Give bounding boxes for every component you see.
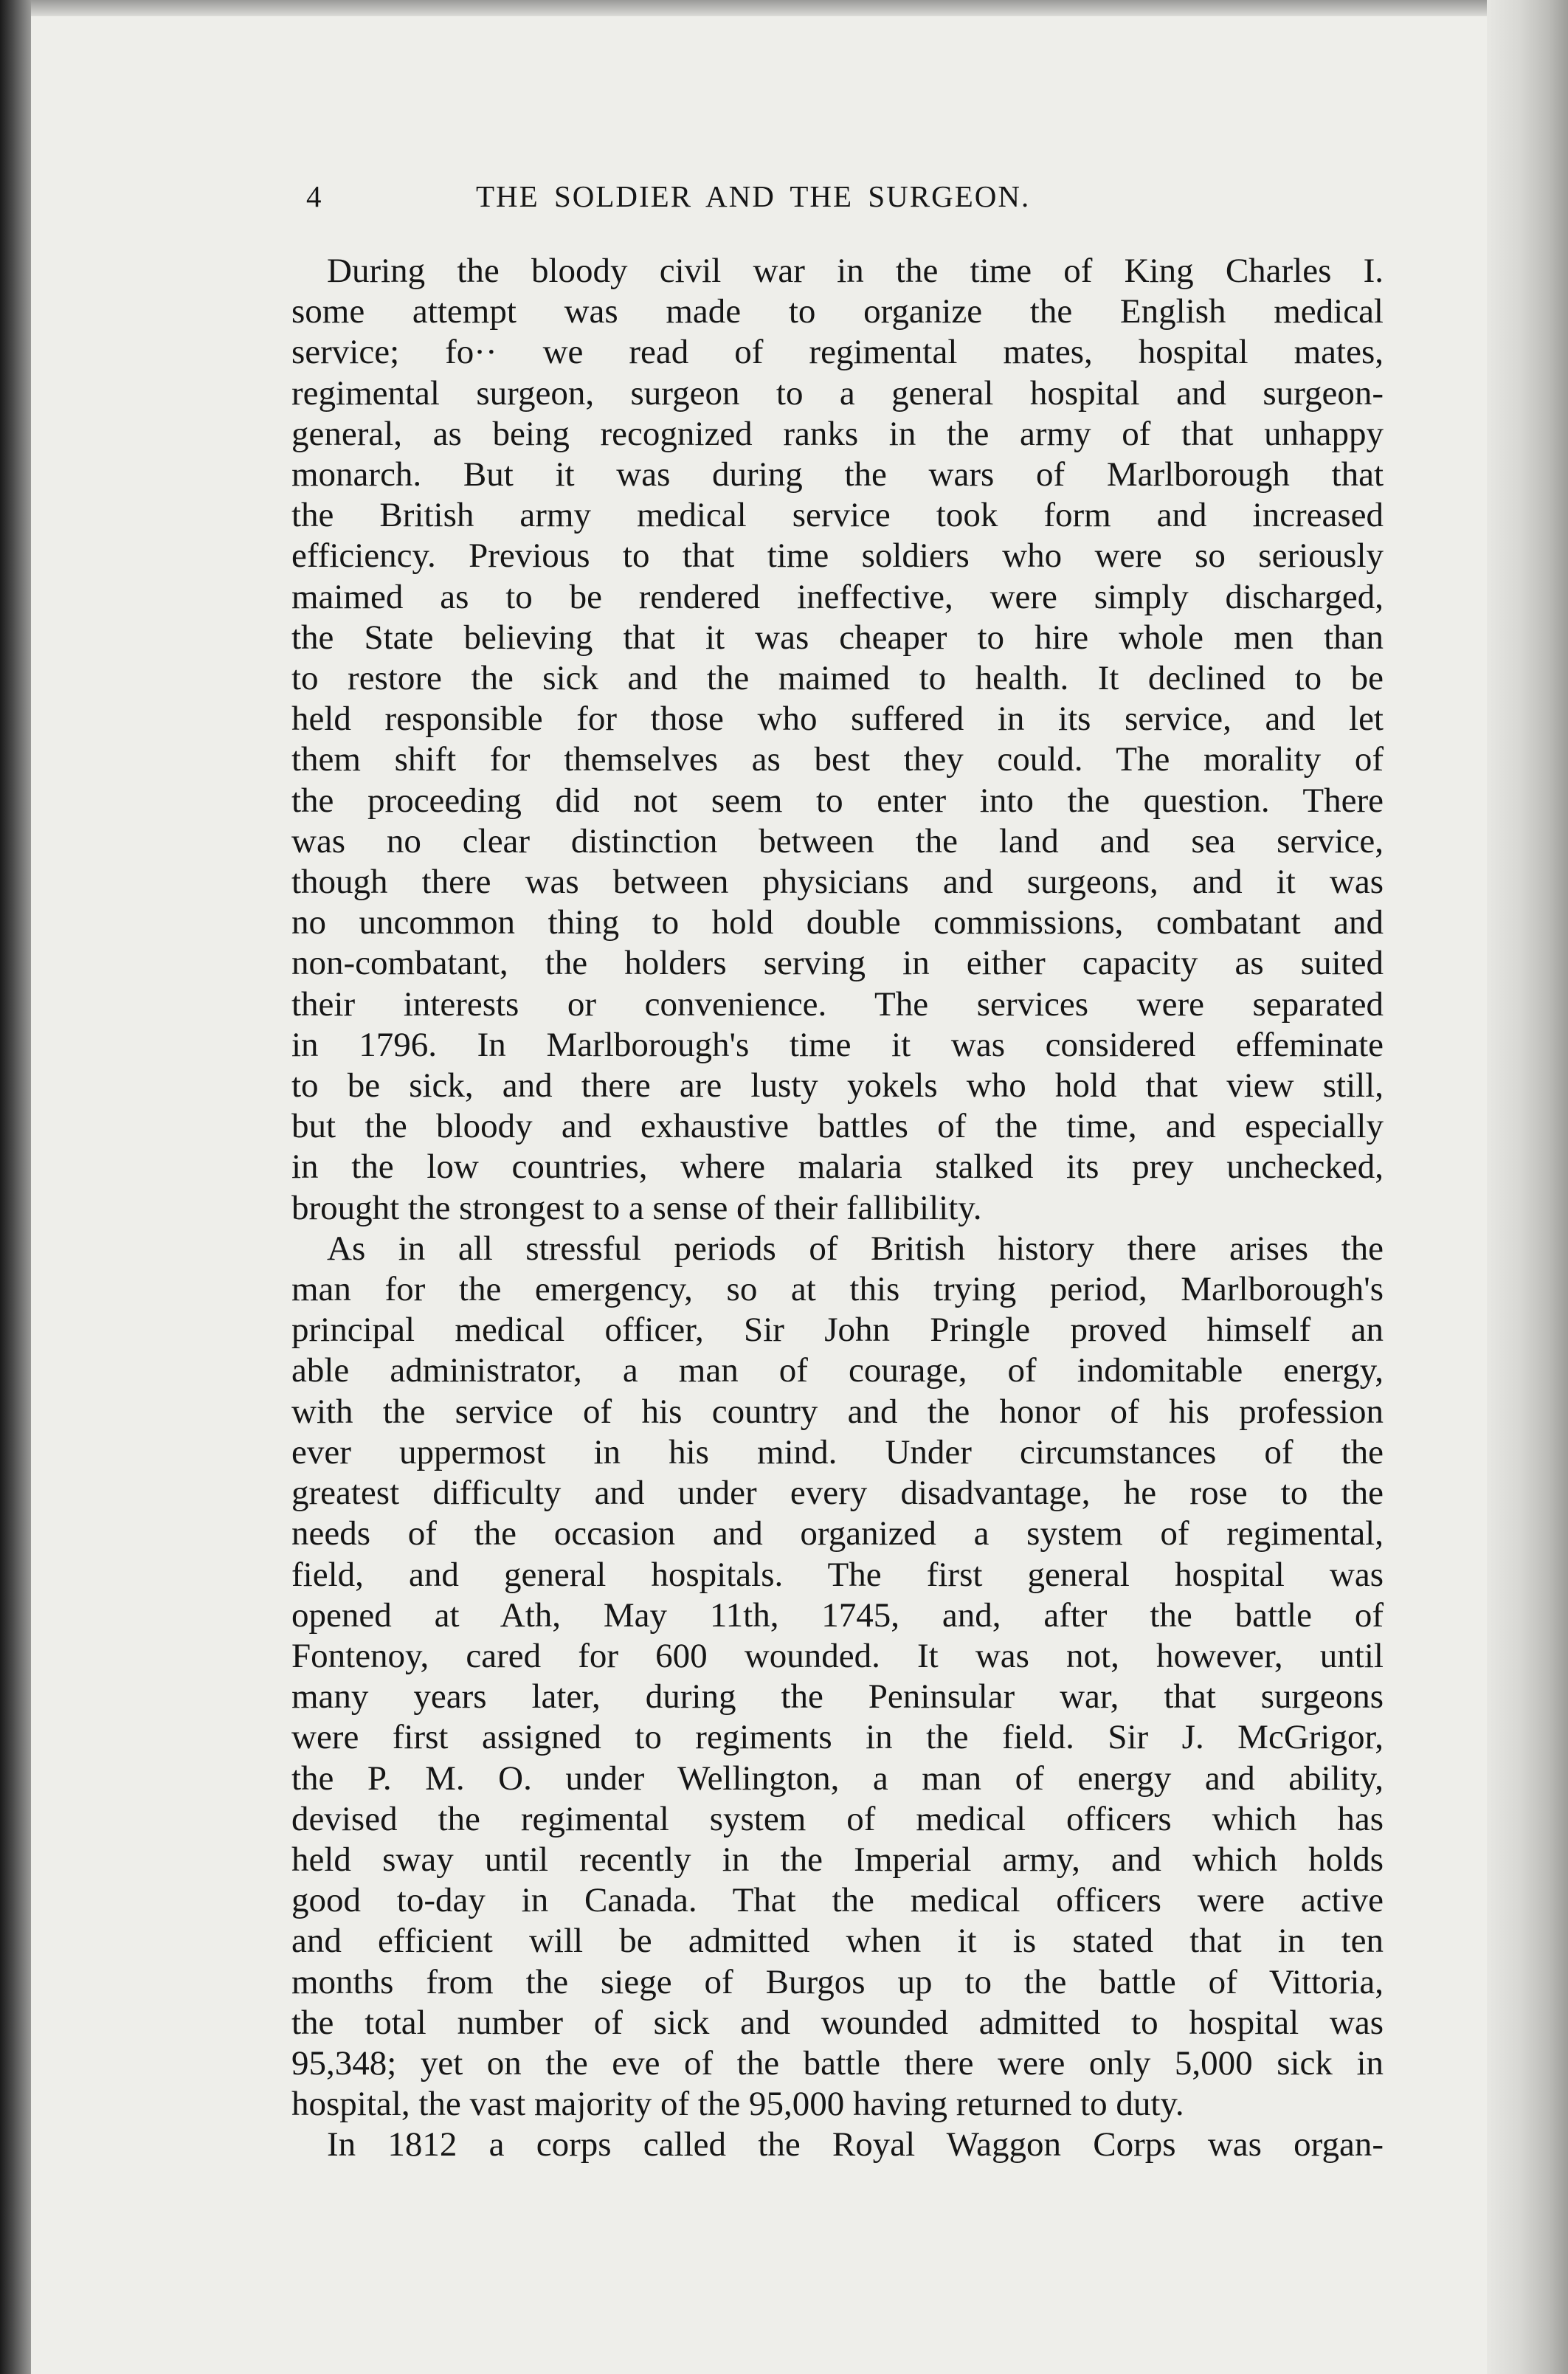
text-line: man for the emergency, so at this trying period, Marlborough's xyxy=(291,1270,1384,1309)
text-line: efficiency. Previous to that time soldiers who were so seriously xyxy=(291,536,1384,576)
page-content xyxy=(291,162,1384,2166)
text-line: held responsible for those who suffered in its service, and let xyxy=(291,700,1384,739)
text-line: principal medical officer, Sir John Pringle proved himself an xyxy=(291,1311,1384,1350)
text-line: months from the siege of Burgos up to the battle of Vittoria, xyxy=(291,1962,1384,2001)
text-line: and efficient will be admitted when it is stated that in ten xyxy=(291,1922,1384,1961)
text-line: In 1812 a corps called the Royal Waggon Corps was organ- xyxy=(327,2125,1384,2164)
scan-left-edge xyxy=(0,0,31,2374)
text-line: ever uppermost in his mind. Under circumstances of the xyxy=(291,1432,1384,1471)
text-line: the proceeding did not seem to enter into the question. There xyxy=(291,781,1384,820)
text-line: hospital, the vast majority of the 95,000 having returned to duty. xyxy=(291,2085,1184,2124)
text-line: greatest difficulty and under every disadvantage, he rose to the xyxy=(291,1474,1384,1513)
text-line: the total number of sick and wounded admitted to hospital was xyxy=(291,2003,1384,2042)
text-line: the P. M. O. under Wellington, a man of energy and ability, xyxy=(291,1759,1384,1798)
text-line: devised the regimental system of medical officers which has xyxy=(291,1799,1384,1838)
text-line: the State believing that it was cheaper to hire whole men than xyxy=(291,618,1384,657)
paragraph xyxy=(291,1229,1384,2125)
text-line: no uncommon thing to hold double commissions, combatant and xyxy=(291,903,1384,942)
text-line: many years later, during the Peninsular war, that surgeons xyxy=(291,1677,1384,1716)
paragraph xyxy=(291,2125,1384,2165)
text-line: Fontenoy, cared for 600 wounded. It was not, however, until xyxy=(291,1636,1384,1675)
body-text xyxy=(291,251,1384,2166)
text-line: brought the strongest to a sense of their fallibility. xyxy=(291,1188,982,1227)
text-line: but the bloody and exhaustive battles of the time, and especially xyxy=(291,1107,1384,1146)
text-line: them shift for themselves as best they could. The morality of xyxy=(291,740,1384,779)
text-line: good to-day in Canada. That the medical officers were active xyxy=(291,1881,1384,1920)
text-line: was no clear distinction between the land and sea service, xyxy=(291,821,1384,860)
text-line: needs of the occasion and organized a system of regimental, xyxy=(291,1514,1384,1553)
text-line: the British army medical service took form and increased xyxy=(291,496,1384,535)
text-line: were first assigned to regiments in the field. Sir J. McGrigor, xyxy=(291,1718,1384,1757)
text-line: As in all stressful periods of British history there arises the xyxy=(327,1229,1384,1268)
text-line: service; fo·· we read of regimental mates, hospital mates, xyxy=(291,333,1384,372)
text-line: though there was between physicians and surgeons, and it was xyxy=(291,863,1384,902)
text-line: non-combatant, the holders serving in either capacity as suited xyxy=(291,944,1384,983)
text-line: held sway until recently in the Imperial army, and which holds xyxy=(291,1840,1384,1879)
text-line: some attempt was made to organize the English medical xyxy=(291,292,1384,331)
text-line: opened at Ath, May 11th, 1745, and, after the battle of xyxy=(291,1595,1384,1635)
text-line: field, and general hospitals. The first general hospital was xyxy=(291,1555,1384,1594)
text-line: maimed as to be rendered ineffective, were simply discharged, xyxy=(291,577,1384,616)
text-line: regimental surgeon, surgeon to a general hospital and surgeon- xyxy=(291,373,1384,413)
text-line: in 1796. In Marlborough's time it was considered effeminate xyxy=(291,1025,1384,1064)
paragraph xyxy=(291,251,1384,1229)
text-line: to restore the sick and the maimed to health. It declined to be xyxy=(291,659,1384,698)
text-line: general, as being recognized ranks in the army of that unhappy xyxy=(291,414,1384,453)
text-line: in the low countries, where malaria stalked its prey unchecked, xyxy=(291,1148,1384,1187)
text-line: to be sick, and there are lusty yokels who hold that view still, xyxy=(291,1066,1384,1105)
text-line: able administrator, a man of courage, of indomitable energy, xyxy=(291,1351,1384,1390)
text-line: their interests or convenience. The services were separated xyxy=(291,984,1384,1024)
running-head xyxy=(291,162,1384,221)
text-line: During the bloody civil war in the time of King Charles I. xyxy=(327,252,1384,290)
page-number: 4 xyxy=(306,179,323,213)
text-line: monarch. But it was during the wars of Marlborough that xyxy=(291,455,1384,494)
text-line: with the service of his country and the honor of his profession xyxy=(291,1392,1384,1431)
text-line: 95,348; yet on the eve of the battle there were only 5,000 sick in xyxy=(291,2043,1384,2083)
running-title: THE SOLDIER AND THE SURGEON. xyxy=(476,179,1031,213)
scan-top-edge xyxy=(0,0,1568,16)
scan-right-edge xyxy=(1487,0,1568,2374)
